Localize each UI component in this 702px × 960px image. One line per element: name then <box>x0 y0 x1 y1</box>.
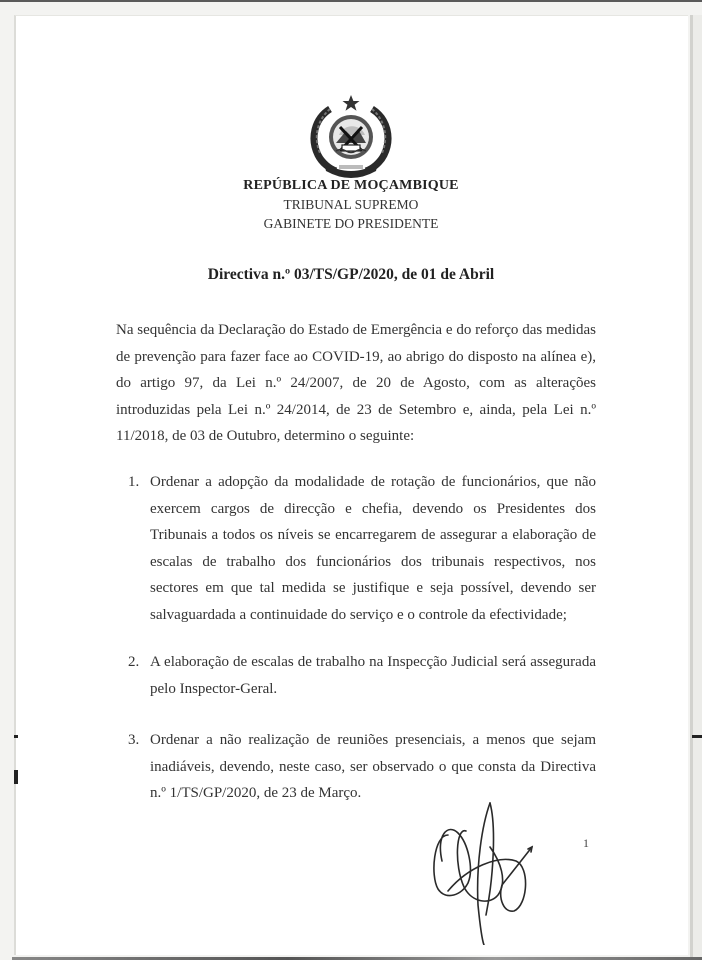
list-item <box>128 469 596 628</box>
handwritten-signature-icon <box>428 795 568 945</box>
country-heading: REPÚBLICA DE MOÇAMBIQUE <box>243 178 459 193</box>
list-item-text: Ordenar a não realização de reuniões presenciais, a menos que sejam inadiáveis, devendo, neste caso, ser observado o que consta da Directiva n.º 1/TS/GP/2020, de 23 de Março. <box>150 732 596 801</box>
institution-heading: TRIBUNAL SUPREMO <box>283 197 419 212</box>
list-item-number: 2. <box>128 654 140 670</box>
list-item <box>128 649 596 702</box>
page-number: 1 <box>583 836 589 850</box>
scan-artifact-mark <box>14 770 18 784</box>
list-item-text: Ordenar a adopção da modalidade de rotação de funcionários, que não exercem cargos de direcção e chefia, devendo os Presidentes dos Tribunais a todos os níveis se encarregarem de assegurar a elaboração de escalas de trabalho dos funcionários dos tribunais respectivos, nos sectores em que tal medida se justifique e seja possível, devendo ser salvaguardada a continuidade do serviço e o controle da efectividade; <box>150 474 596 623</box>
intro-paragraph: Na sequência da Declaração do Estado de Emergência e do reforço das medidas de prevenção para fazer face ao COVID-19, ao abrigo do disposto na alínea e), do artigo 97, da Lei n.º 24/2007, de 20 de Agosto, com as alterações introduzidas pela Lei n.º 24/2014, de 23 de Setembro e, ainda, pela Lei n.º 11/2018, de 03 de Outubro, determino o seguinte: <box>116 322 596 444</box>
scan-top-edge <box>0 0 702 2</box>
directive-title: Directiva n.º 03/TS/GP/2020, de 01 de Abril <box>207 266 495 283</box>
list-item-number: 3. <box>128 732 140 748</box>
list-item-text: A elaboração de escalas de trabalho na Inspecção Judicial será assegurada pelo Inspector-Geral. <box>150 654 596 697</box>
scan-artifact-mark <box>692 735 702 738</box>
scan-right-edge <box>690 15 702 960</box>
mozambique-coat-of-arms-icon <box>306 93 396 179</box>
list-item-number: 1. <box>128 474 140 490</box>
office-heading: GABINETE DO PRESIDENTE <box>263 216 439 231</box>
scan-artifact-mark <box>14 735 18 738</box>
